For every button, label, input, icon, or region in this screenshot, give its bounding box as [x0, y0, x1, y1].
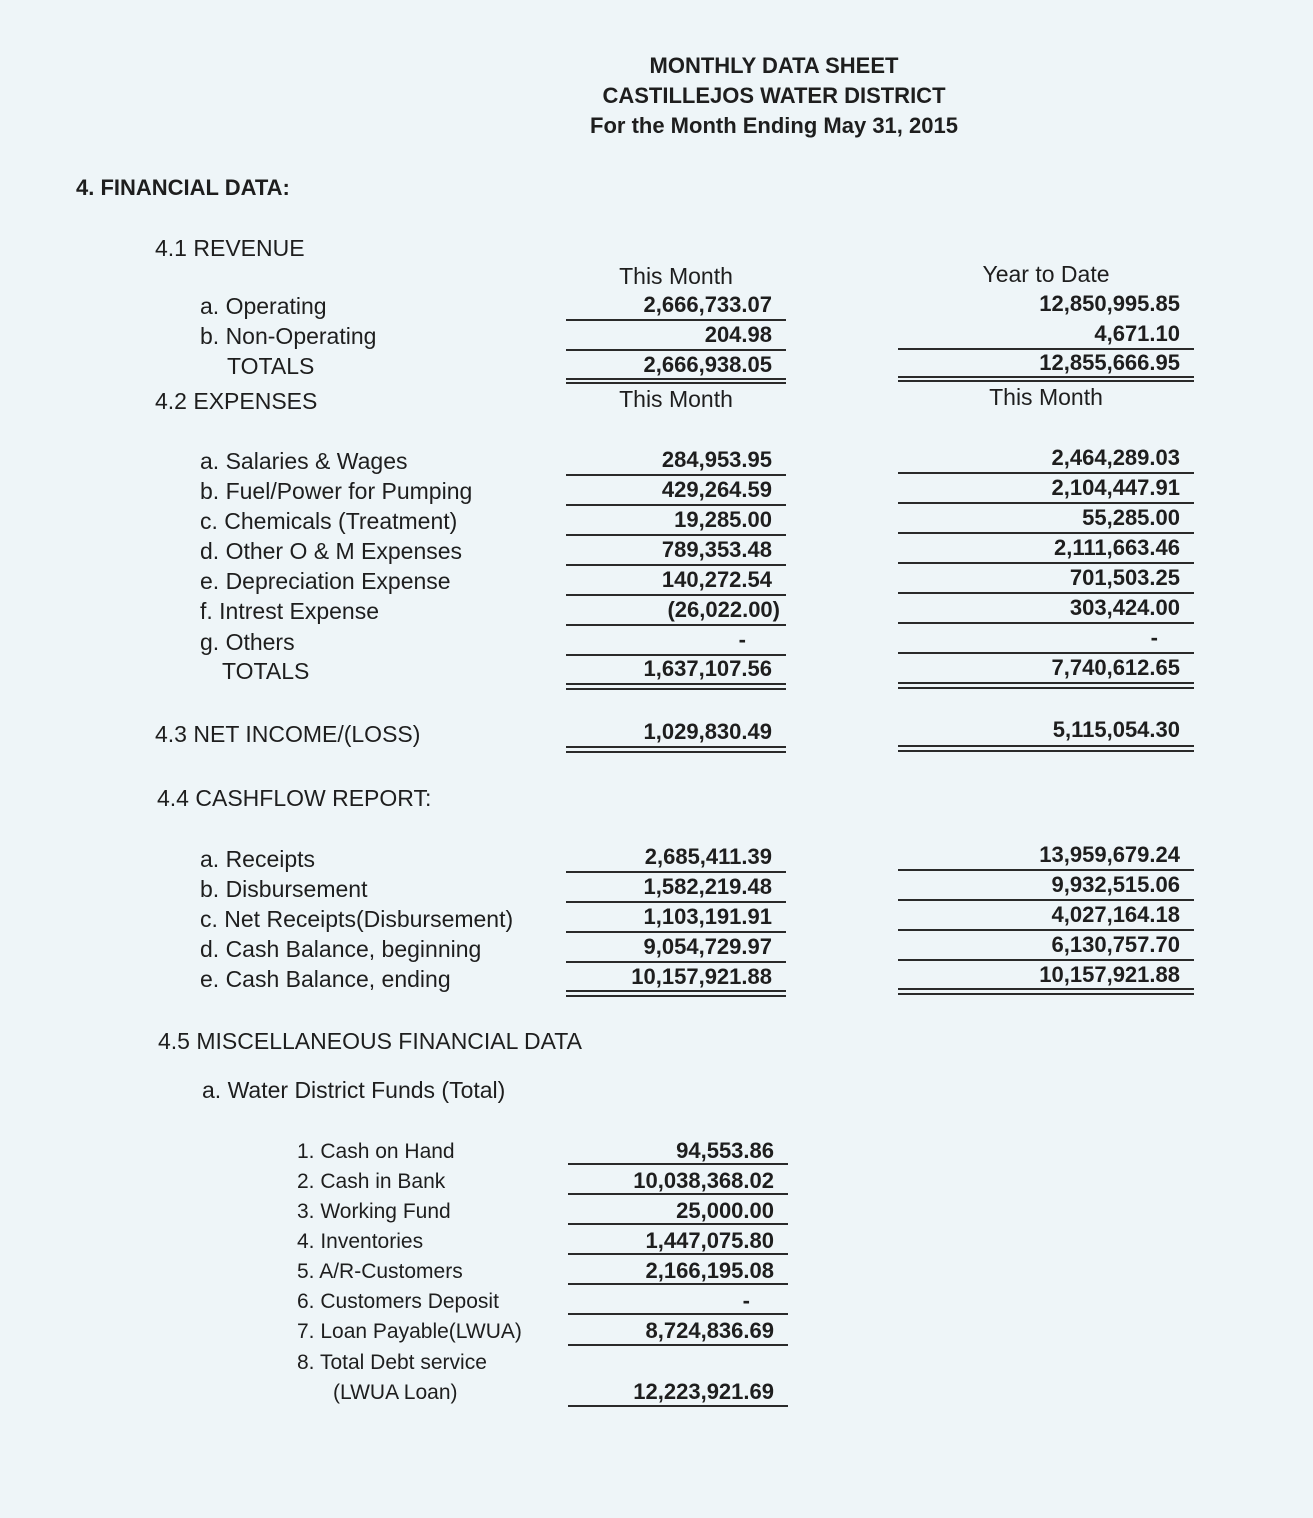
- revenue-totals-label: TOTALS: [227, 353, 315, 379]
- rule: [898, 869, 1194, 871]
- double-rule: [566, 688, 786, 690]
- rule: [566, 594, 786, 596]
- cashflow-month-net-receipts: 1,103,191.91: [643, 904, 772, 929]
- cashflow-ytd-receipts: 13,959,679.24: [1039, 842, 1180, 867]
- rule: [898, 899, 1194, 901]
- expense-month-other-om: 789,353.48: [661, 537, 772, 562]
- revenue-label-nonoperating: b. Non-Operating: [200, 323, 377, 349]
- expense-month-chemicals: 19,285.00: [674, 507, 772, 532]
- rule: [566, 504, 786, 506]
- misc-label-loan-payable: 7. Loan Payable(LWUA): [297, 1320, 522, 1343]
- rule: [898, 562, 1194, 564]
- expense-month-depreciation: 140,272.54: [661, 567, 772, 592]
- expense-label-depreciation: e. Depreciation Expense: [200, 568, 451, 594]
- rule: [568, 1253, 788, 1255]
- rule: [566, 624, 786, 626]
- expense-ytd-chemicals: 55,285.00: [1082, 505, 1180, 530]
- period-line: For the Month Ending May 31, 2015: [590, 113, 958, 138]
- misc-label-inventories: 4. Inventories: [297, 1230, 424, 1253]
- misc-value-customers-deposit: -: [742, 1288, 750, 1313]
- net-income-label: 4.3 NET INCOME/(LOSS): [155, 721, 421, 747]
- expense-ytd-other-om: 2,111,663.46: [1053, 535, 1180, 560]
- expenses-col-this-month: This Month: [619, 386, 733, 412]
- rule: [566, 534, 786, 536]
- rule: [898, 472, 1194, 474]
- misc-label-lwua-loan: (LWUA Loan): [333, 1381, 458, 1404]
- cashflow-month-receipts: 2,685,411.39: [644, 844, 772, 869]
- expenses-totals-label: TOTALS: [222, 658, 310, 684]
- cashflow-label-cash-ending: e. Cash Balance, ending: [200, 966, 451, 992]
- expense-label-chemicals: c. Chemicals (Treatment): [200, 508, 458, 534]
- expense-ytd-others: -: [1150, 625, 1158, 650]
- expense-month-interest: (26,022.00): [667, 597, 780, 622]
- expenses-totals-ytd: 7,740,612.65: [1051, 655, 1180, 680]
- net-income-month: 1,029,830.49: [643, 719, 772, 744]
- revenue-month-nonoperating: 204.98: [704, 322, 772, 347]
- double-rule: [898, 750, 1194, 752]
- cashflow-ytd-cash-ending: 10,157,921.88: [1039, 962, 1180, 987]
- expense-label-interest: f. Intrest Expense: [200, 598, 379, 624]
- rule: [566, 961, 786, 963]
- section-financial-data: 4. FINANCIAL DATA:: [76, 175, 290, 200]
- misc-value-cash-in-bank: 10,038,368.02: [633, 1168, 774, 1193]
- double-rule: [898, 682, 1194, 684]
- expense-month-salaries: 284,953.95: [661, 447, 772, 472]
- cashflow-ytd-net-receipts: 4,027,164.18: [1051, 902, 1180, 927]
- cashflow-label-disbursement: b. Disbursement: [200, 876, 368, 902]
- cashflow-month-disbursement: 1,582,219.48: [643, 874, 772, 899]
- revenue-ytd-nonoperating: 4,671.10: [1094, 321, 1180, 346]
- double-rule: [566, 378, 786, 380]
- revenue-totals-ytd: 12,855,666.95: [1039, 350, 1180, 375]
- expense-ytd-salaries: 2,464,289.03: [1051, 445, 1180, 470]
- rule: [568, 1405, 788, 1407]
- rule: [898, 532, 1194, 534]
- misc-value-inventories: 1,447,075.80: [645, 1228, 774, 1253]
- cashflow-month-cash-beginning: 9,054,729.97: [643, 934, 772, 959]
- misc-label-total-debt-service: 8. Total Debt service: [297, 1351, 487, 1374]
- rule: [898, 502, 1194, 504]
- expenses-totals-month: 1,637,107.56: [643, 656, 772, 681]
- misc-value-ar-customers: 2,166,195.08: [645, 1258, 774, 1283]
- misc-title: 4.5 MISCELLANEOUS FINANCIAL DATA: [158, 1028, 582, 1054]
- double-rule: [566, 382, 786, 384]
- misc-value-working-fund: 25,000.00: [676, 1198, 774, 1223]
- rule: [568, 1344, 788, 1346]
- rule: [898, 652, 1194, 654]
- revenue-totals-month: 2,666,938.05: [643, 352, 772, 377]
- expense-month-fuel: 429,264.59: [661, 477, 772, 502]
- rule: [566, 349, 786, 351]
- revenue-col-this-month: This Month: [619, 263, 733, 289]
- expense-ytd-interest: 303,424.00: [1069, 595, 1180, 620]
- double-rule: [898, 988, 1194, 990]
- misc-label-cash-in-bank: 2. Cash in Bank: [297, 1170, 446, 1193]
- sheet-title: MONTHLY DATA SHEET: [649, 53, 899, 78]
- rule: [566, 319, 786, 321]
- expense-label-salaries: a. Salaries & Wages: [200, 448, 408, 474]
- rule: [568, 1163, 788, 1165]
- expense-label-other-om: d. Other O & M Expenses: [200, 538, 463, 564]
- rule: [568, 1193, 788, 1195]
- rule: [568, 1313, 788, 1315]
- expense-label-others: g. Others: [200, 629, 295, 655]
- cashflow-label-net-receipts: c. Net Receipts(Disbursement): [200, 906, 514, 932]
- rule: [566, 474, 786, 476]
- expenses-title: 4.2 EXPENSES: [155, 388, 318, 414]
- cashflow-label-receipts: a. Receipts: [200, 846, 316, 872]
- revenue-ytd-operating: 12,850,995.85: [1039, 291, 1180, 316]
- revenue-col-ytd: Year to Date: [982, 261, 1110, 287]
- rule: [898, 929, 1194, 931]
- misc-subtitle: a. Water District Funds (Total): [202, 1077, 506, 1103]
- rule: [568, 1283, 788, 1285]
- rule: [898, 959, 1194, 961]
- cashflow-month-cash-ending: 10,157,921.88: [631, 964, 772, 989]
- net-income-ytd: 5,115,054.30: [1052, 717, 1180, 742]
- cashflow-ytd-cash-beginning: 6,130,757.70: [1051, 932, 1180, 957]
- expense-ytd-depreciation: 701,503.25: [1069, 565, 1180, 590]
- revenue-title: 4.1 REVENUE: [155, 235, 305, 261]
- double-rule: [566, 751, 786, 753]
- double-rule: [566, 746, 786, 748]
- rule: [566, 871, 786, 873]
- expense-ytd-fuel: 2,104,447.91: [1051, 475, 1180, 500]
- double-rule: [898, 687, 1194, 689]
- rule: [566, 901, 786, 903]
- misc-label-cash-on-hand: 1. Cash on Hand: [297, 1140, 455, 1163]
- double-rule: [566, 683, 786, 685]
- revenue-month-operating: 2,666,733.07: [643, 292, 772, 317]
- district-name: CASTILLEJOS WATER DISTRICT: [602, 83, 946, 108]
- double-rule: [566, 990, 786, 992]
- cashflow-ytd-disbursement: 9,932,515.06: [1051, 872, 1180, 897]
- double-rule: [898, 993, 1194, 995]
- double-rule: [566, 995, 786, 997]
- revenue-label-operating: a. Operating: [200, 293, 327, 319]
- expense-month-others: -: [738, 627, 746, 652]
- rule: [568, 1223, 788, 1225]
- rule: [898, 622, 1194, 624]
- misc-label-working-fund: 3. Working Fund: [297, 1200, 451, 1223]
- misc-label-ar-customers: 5. A/R-Customers: [297, 1260, 463, 1283]
- expenses-col-2: This Month: [989, 384, 1103, 410]
- misc-value-loan-payable: 8,724,836.69: [645, 1318, 774, 1343]
- rule: [898, 592, 1194, 594]
- rule: [566, 931, 786, 933]
- cashflow-title: 4.4 CASHFLOW REPORT:: [157, 785, 432, 811]
- expense-label-fuel: b. Fuel/Power for Pumping: [200, 478, 473, 504]
- rule: [566, 564, 786, 566]
- misc-value-lwua-loan: 12,223,921.69: [633, 1379, 774, 1404]
- misc-label-customers-deposit: 6. Customers Deposit: [297, 1290, 499, 1313]
- double-rule: [898, 380, 1194, 382]
- double-rule: [898, 376, 1194, 378]
- misc-value-cash-on-hand: 94,553.86: [676, 1138, 774, 1163]
- double-rule: [898, 745, 1194, 747]
- cashflow-label-cash-beginning: d. Cash Balance, beginning: [200, 936, 482, 962]
